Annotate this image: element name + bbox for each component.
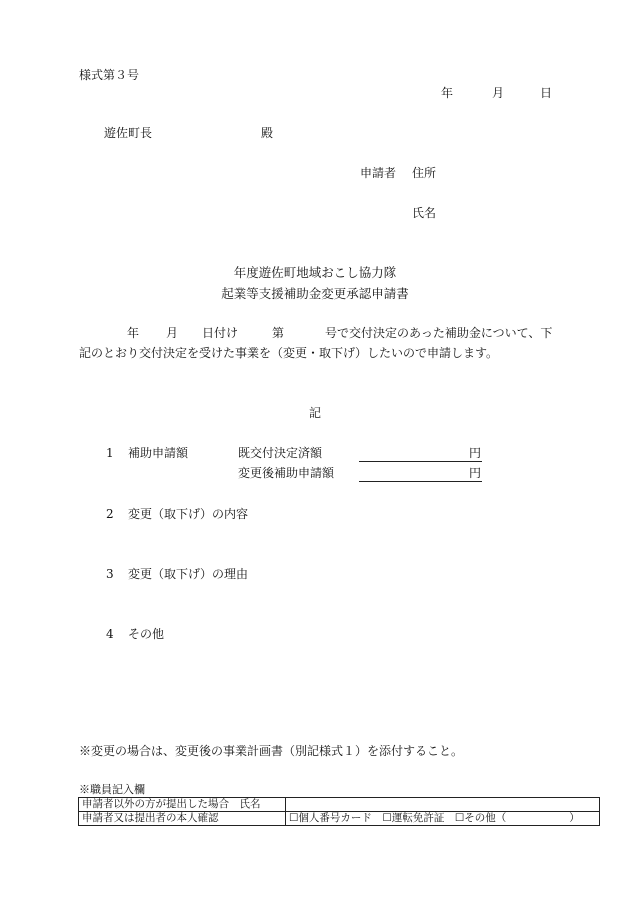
- form-number: 様式第３号: [79, 68, 140, 82]
- item1-sub1-amount-field: [359, 445, 482, 462]
- staff-row-proxy: [79, 798, 600, 812]
- document-title-line2: 起業等支援補助金変更承認申請書: [221, 286, 409, 301]
- item4-number: 4: [106, 627, 114, 641]
- body-month-blank: 月: [166, 326, 179, 340]
- item3-number: 3: [106, 567, 114, 581]
- applicant-address-label: 住所: [412, 166, 437, 180]
- item1-sub2-label: 変更後補助申請額: [238, 466, 335, 480]
- staff-entry-table: [78, 797, 600, 826]
- staff-section-title: ※職員記入欄: [79, 783, 145, 796]
- item1-sub2-unit: 円: [469, 466, 482, 480]
- attachment-note: ※変更の場合は、変更後の事業計画書（別記様式１）を添付すること。: [79, 744, 464, 758]
- item2-label: 変更（取下げ）の内容: [128, 507, 249, 521]
- staff-row1-value: [286, 798, 600, 812]
- item4-label: その他: [128, 627, 165, 641]
- item1-sub1-label: 既交付決定済額: [238, 446, 323, 460]
- staff-row2-label: 申請者又は提出者の本人確認: [79, 812, 286, 826]
- document-title-line1: 年度遊佐町地域おこし協力隊: [233, 265, 397, 280]
- applicant-label: 申請者: [360, 166, 397, 180]
- date-day-label: 日: [540, 86, 553, 100]
- date-month-label: 月: [492, 86, 505, 100]
- item1-label: 補助申請額: [128, 446, 189, 460]
- body-number-label: 第: [272, 326, 285, 340]
- staff-row1-label: 申請者以外の方が提出した場合 氏名: [79, 798, 286, 812]
- staff-row2-options: ☐個人番号カード ☐運転免許証 ☐その他（ ）: [286, 812, 600, 826]
- body-line2: 記のとおり交付決定を受けた事業を（変更・取下げ）したいので申請します。: [79, 346, 499, 360]
- recipient-title: 遊佐町長: [104, 126, 153, 140]
- item3-label: 変更（取下げ）の理由: [128, 567, 249, 581]
- staff-row-identity: [79, 812, 600, 826]
- date-year-label: 年: [441, 86, 454, 100]
- item1-sub2-amount-field: [359, 465, 482, 482]
- ki-heading: 記: [308, 406, 321, 420]
- body-year-blank: 年: [127, 326, 140, 340]
- item2-number: 2: [106, 507, 114, 521]
- applicant-name-label: 氏名: [412, 206, 437, 220]
- item1-sub1-unit: 円: [469, 446, 482, 460]
- body-line1-rest: 号で交付決定のあった補助金について、下: [325, 326, 553, 340]
- item1-number: 1: [106, 446, 114, 460]
- recipient-honorific: 殿: [261, 126, 274, 140]
- body-date-blank: 日付け: [202, 326, 239, 340]
